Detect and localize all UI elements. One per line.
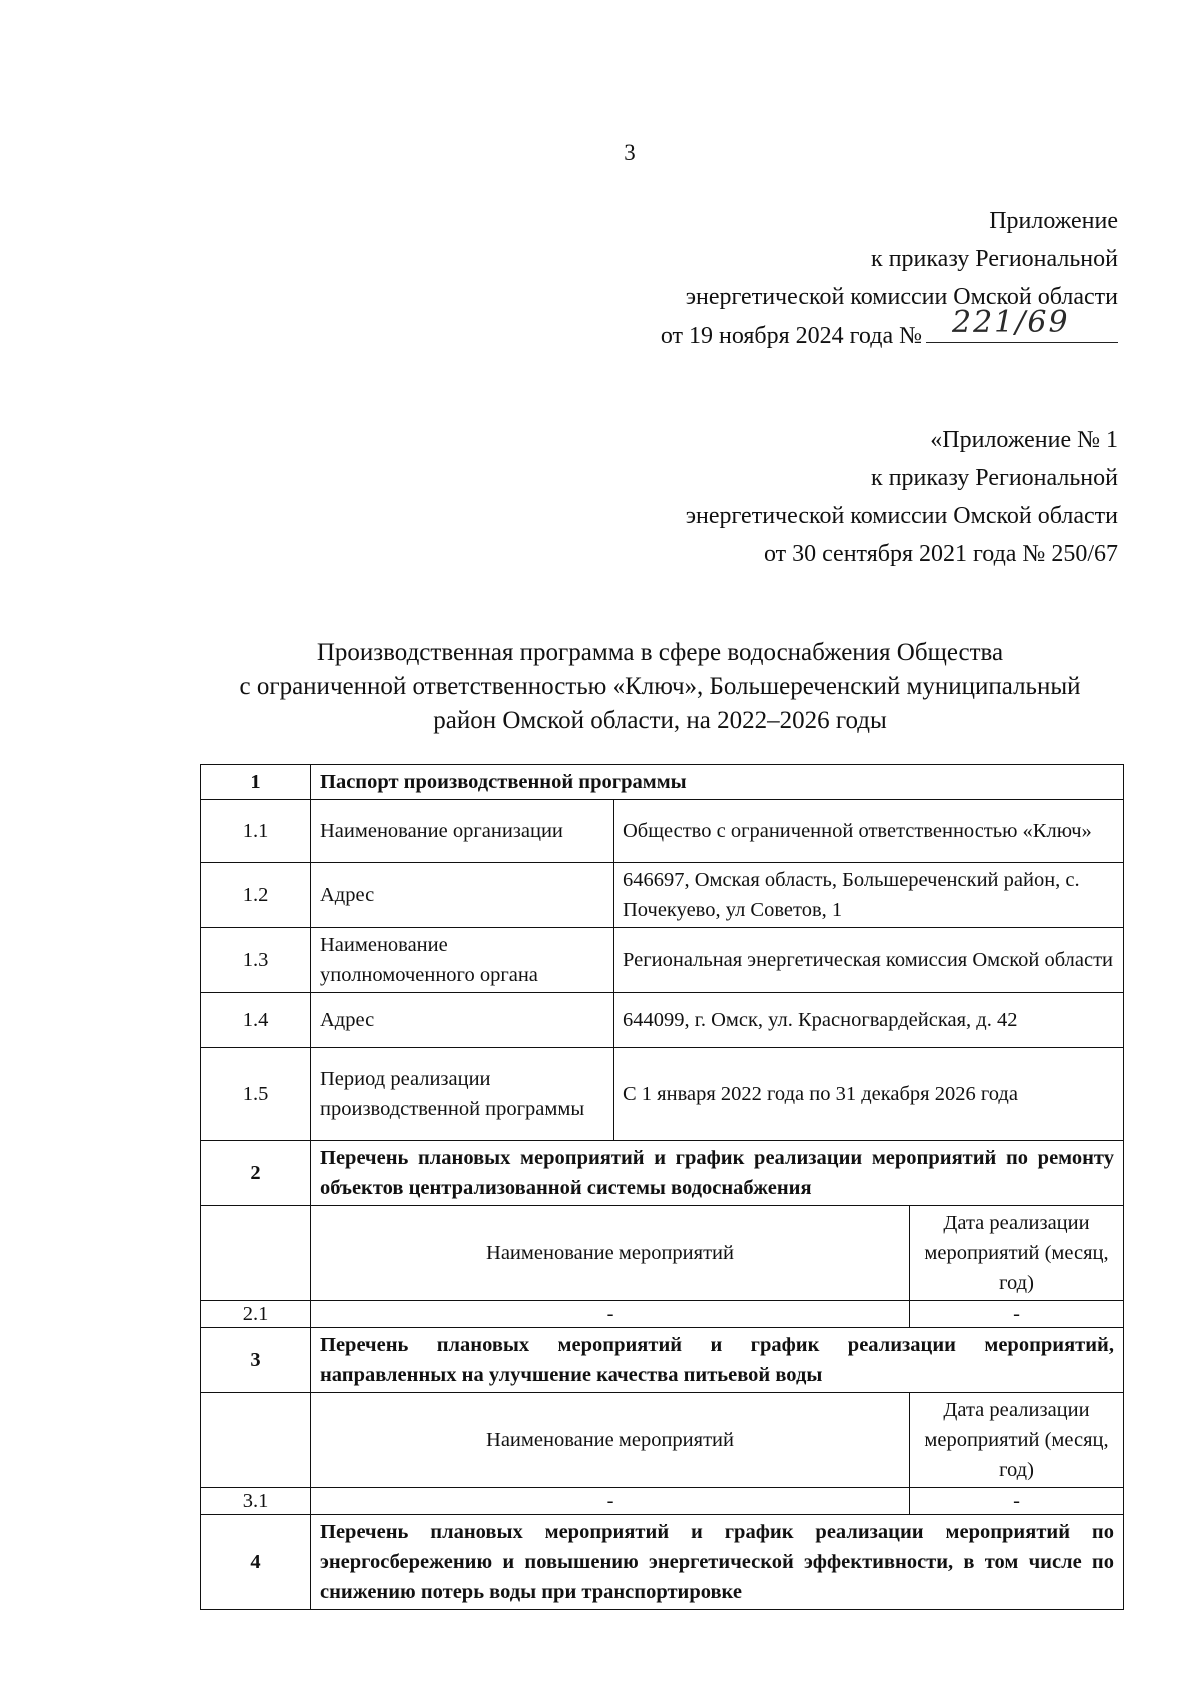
- page-number: 3: [624, 140, 636, 165]
- order-date-prefix: от 19 ноября 2024 года №: [660, 323, 922, 349]
- section-3-header-row: [201, 1328, 1124, 1393]
- table-row: [201, 1488, 1124, 1515]
- document-title: [190, 636, 1130, 738]
- section-4-title: Перечень плановых мероприятий и график реализации мероприятий по энергосбережению и повышению энергетической эффективности, в том числе по снижению потерь воды при транспортировке: [311, 1515, 1124, 1610]
- section-2-number: 2: [201, 1141, 311, 1206]
- section-3-col-name: Наименование мероприятий: [311, 1393, 910, 1488]
- production-program-table: [200, 764, 1124, 1610]
- appendix-current-line2: к приказу Региональной: [871, 246, 1118, 272]
- section-4-number: 4: [201, 1515, 311, 1610]
- section-3-number: 3: [201, 1328, 311, 1393]
- row-label: Адрес: [311, 863, 614, 928]
- title-line3: район Омской области, на 2022–2026 годы: [433, 707, 887, 734]
- section-3-columns-row: [201, 1393, 1124, 1488]
- appendix-original-header: [686, 421, 1118, 573]
- row-name: -: [311, 1488, 910, 1515]
- table-row: [201, 928, 1124, 993]
- row-date: -: [910, 1301, 1124, 1328]
- title-line1: Производственная программа в сфере водоснабжения Общества: [316, 639, 1004, 666]
- row-number: 1.4: [201, 993, 311, 1048]
- section-3-col-date: Дата реализации мероприятий (месяц, год): [910, 1393, 1124, 1488]
- table-row: [201, 800, 1124, 863]
- order-number-line: [926, 305, 1118, 343]
- row-number: 1.5: [201, 1048, 311, 1141]
- section-2-col-date: Дата реализации мероприятий (месяц, год): [910, 1206, 1124, 1301]
- appendix-original-line3: энергетической комиссии Омской области: [685, 503, 1118, 529]
- section-1-header-row: [201, 765, 1124, 800]
- row-date: -: [910, 1488, 1124, 1515]
- row-label: Наименование организации: [311, 800, 614, 863]
- appendix-current-header: [661, 202, 1118, 355]
- row-number: 1.1: [201, 800, 311, 863]
- section-3-title: Перечень плановых мероприятий и график реализации мероприятий, направленных на улучшение качества питьевой воды: [311, 1328, 1124, 1393]
- section-2-columns-row: [201, 1206, 1124, 1301]
- row-number: 1.3: [201, 928, 311, 993]
- row-label: Наименование уполномоченного органа: [311, 928, 614, 993]
- section-2-title: Перечень плановых мероприятий и график реализации мероприятий по ремонту объектов централизованной системы водоснабжения: [311, 1141, 1124, 1206]
- table-row: [201, 1301, 1124, 1328]
- table-row: [201, 1048, 1124, 1141]
- row-value: 646697, Омская область, Большереченский район, с. Почекуево, ул Советов, 1: [614, 863, 1124, 928]
- section-2-header-row: [201, 1141, 1124, 1206]
- appendix-current-line4: [660, 305, 1118, 355]
- row-value: Общество с ограниченной ответственностью «Ключ»: [614, 800, 1124, 863]
- section-1-title: Паспорт производственной программы: [311, 765, 1124, 800]
- row-name: -: [311, 1301, 910, 1328]
- title-line2: с ограниченной ответственностью «Ключ», Большереченский муниципальный: [239, 673, 1081, 700]
- row-label: Период реализации производственной программы: [311, 1048, 614, 1141]
- row-number: 2.1: [201, 1301, 311, 1328]
- appendix-original-line4: от 30 сентября 2021 года № 250/67: [763, 541, 1118, 567]
- section-4-header-row: [201, 1515, 1124, 1610]
- row-value: С 1 января 2022 года по 31 декабря 2026 года: [614, 1048, 1124, 1141]
- row-value: 644099, г. Омск, ул. Красногвардейская, д. 42: [614, 993, 1124, 1048]
- appendix-original-line1: «Приложение № 1: [930, 427, 1118, 453]
- section-2-col-name: Наименование мероприятий: [311, 1206, 910, 1301]
- row-number: 1.2: [201, 863, 311, 928]
- appendix-current-line1: Приложение: [989, 208, 1118, 234]
- table-row: [201, 993, 1124, 1048]
- row-number: 3.1: [201, 1488, 311, 1515]
- table-row: [201, 863, 1124, 928]
- section-1-number: 1: [201, 765, 311, 800]
- row-label: Адрес: [311, 993, 614, 1048]
- handwritten-order-number: 221/69: [952, 305, 1070, 340]
- appendix-original-line2: к приказу Региональной: [871, 465, 1118, 491]
- row-value: Региональная энергетическая комиссия Омской области: [614, 928, 1124, 993]
- appendix-current-line3: энергетической комиссии Омской области: [685, 284, 1118, 310]
